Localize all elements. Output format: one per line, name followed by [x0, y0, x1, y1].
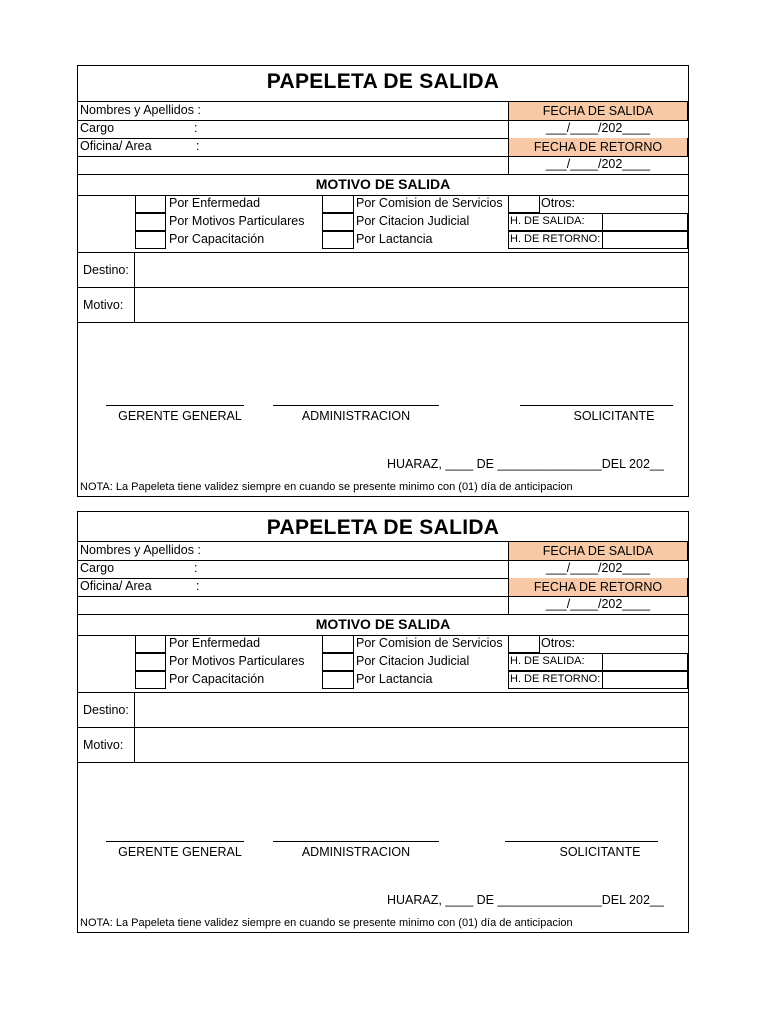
divider: [78, 614, 688, 615]
destino-field[interactable]: [134, 253, 688, 287]
option-lactancia: Por Lactancia: [356, 232, 433, 246]
fecha-salida-header: FECHA DE SALIDA: [508, 102, 688, 120]
divider: [508, 596, 509, 614]
place-date-line: HUARAZ, ____ DE _______________DEL 202__: [387, 457, 664, 471]
place-date-line: HUARAZ, ____ DE _______________DEL 202__: [387, 893, 664, 907]
option-capacitacion: Por Capacitación: [169, 672, 265, 686]
option-lactancia: Por Lactancia: [356, 672, 433, 686]
destino-label: Destino:: [83, 263, 129, 277]
signature-line-solicitante: [520, 405, 673, 406]
oficina-colon: :: [196, 579, 200, 593]
checkbox-comision[interactable]: [322, 195, 354, 213]
signature-administracion: ADMINISTRACION: [301, 845, 411, 859]
fecha-retorno-field[interactable]: ___/____/202____: [545, 157, 651, 171]
motivo-section-title: MOTIVO DE SALIDA: [315, 616, 451, 632]
oficina-label: Oficina/ Area: [80, 579, 152, 593]
divider: [508, 560, 509, 578]
exit-slip-form-1: [77, 65, 689, 497]
h-salida-label: H. DE SALIDA:: [510, 655, 585, 667]
signature-solicitante: SOLICITANTE: [559, 845, 641, 859]
form-title: PAPELETA DE SALIDA: [266, 516, 500, 539]
fecha-retorno-field[interactable]: ___/____/202____: [545, 597, 651, 611]
h-salida-label: H. DE SALIDA:: [510, 215, 585, 227]
option-enfermedad: Por Enfermedad: [169, 636, 261, 650]
signature-line-administracion: [273, 841, 439, 842]
h-retorno-label: H. DE RETORNO:: [510, 233, 601, 245]
checkbox-otros[interactable]: [508, 635, 540, 653]
signature-gerente: GERENTE GENERAL: [118, 409, 242, 423]
fecha-salida-field[interactable]: ___/____/202____: [545, 121, 651, 135]
divider: [602, 214, 603, 230]
signature-line-administracion: [273, 405, 439, 406]
otros-label: Otros:: [541, 636, 576, 650]
checkbox-lactancia[interactable]: [322, 231, 354, 249]
nombres-label: Nombres y Apellidos :: [80, 543, 201, 557]
signature-solicitante: SOLICITANTE: [573, 409, 655, 423]
otros-label: Otros:: [541, 196, 576, 210]
fecha-retorno-header: FECHA DE RETORNO: [508, 138, 688, 156]
option-citacion: Por Citacion Judicial: [356, 654, 470, 668]
validity-note: NOTA: La Papeleta tiene validez siempre en cuando se presente minimo con (01) día de anticipacion: [80, 481, 573, 493]
motivo-field[interactable]: [134, 288, 688, 322]
fecha-salida-field[interactable]: ___/____/202____: [545, 561, 651, 575]
motivo-label: Motivo:: [83, 298, 124, 312]
divider: [508, 156, 509, 174]
cargo-colon: :: [194, 561, 198, 575]
destino-field[interactable]: [134, 693, 688, 727]
h-retorno-label: H. DE RETORNO:: [510, 673, 601, 685]
divider: [78, 322, 688, 323]
divider: [602, 672, 603, 688]
motivo-field[interactable]: [134, 728, 688, 762]
checkbox-otros[interactable]: [508, 195, 540, 213]
form-title: PAPELETA DE SALIDA: [266, 70, 500, 93]
oficina-label: Oficina/ Area: [80, 139, 152, 153]
validity-note: NOTA: La Papeleta tiene validez siempre en cuando se presente minimo con (01) día de anticipacion: [80, 917, 573, 929]
checkbox-comision[interactable]: [322, 635, 354, 653]
checkbox-motivos-particulares[interactable]: [135, 653, 166, 671]
fecha-salida-header: FECHA DE SALIDA: [508, 542, 688, 560]
checkbox-citacion[interactable]: [322, 213, 354, 231]
option-motivos-particulares: Por Motivos Particulares: [169, 654, 305, 668]
fecha-retorno-header: FECHA DE RETORNO: [508, 578, 688, 596]
checkbox-enfermedad[interactable]: [135, 635, 166, 653]
option-comision: Por Comision de Servicios: [356, 636, 503, 650]
option-citacion: Por Citacion Judicial: [356, 214, 470, 228]
option-comision: Por Comision de Servicios: [356, 196, 503, 210]
checkbox-citacion[interactable]: [322, 653, 354, 671]
divider: [602, 654, 603, 670]
option-capacitacion: Por Capacitación: [169, 232, 265, 246]
signature-line-solicitante: [505, 841, 658, 842]
divider: [508, 120, 509, 138]
checkbox-enfermedad[interactable]: [135, 195, 166, 213]
cargo-label: Cargo: [80, 121, 115, 135]
divider: [78, 174, 688, 175]
signature-gerente: GERENTE GENERAL: [118, 845, 242, 859]
cargo-label: Cargo: [80, 561, 115, 575]
checkbox-motivos-particulares[interactable]: [135, 213, 166, 231]
divider: [78, 762, 688, 763]
checkbox-capacitacion[interactable]: [135, 231, 166, 249]
signature-administracion: ADMINISTRACION: [301, 409, 411, 423]
signature-line-gerente: [106, 841, 244, 842]
exit-slip-form-2: [77, 511, 689, 933]
motivo-section-title: MOTIVO DE SALIDA: [315, 176, 451, 192]
motivo-label: Motivo:: [83, 738, 124, 752]
oficina-colon: :: [196, 139, 200, 153]
option-enfermedad: Por Enfermedad: [169, 196, 261, 210]
signature-line-gerente: [106, 405, 244, 406]
checkbox-lactancia[interactable]: [322, 671, 354, 689]
checkbox-capacitacion[interactable]: [135, 671, 166, 689]
option-motivos-particulares: Por Motivos Particulares: [169, 214, 305, 228]
nombres-label: Nombres y Apellidos :: [80, 103, 201, 117]
divider: [602, 232, 603, 248]
destino-label: Destino:: [83, 703, 129, 717]
cargo-colon: :: [194, 121, 198, 135]
